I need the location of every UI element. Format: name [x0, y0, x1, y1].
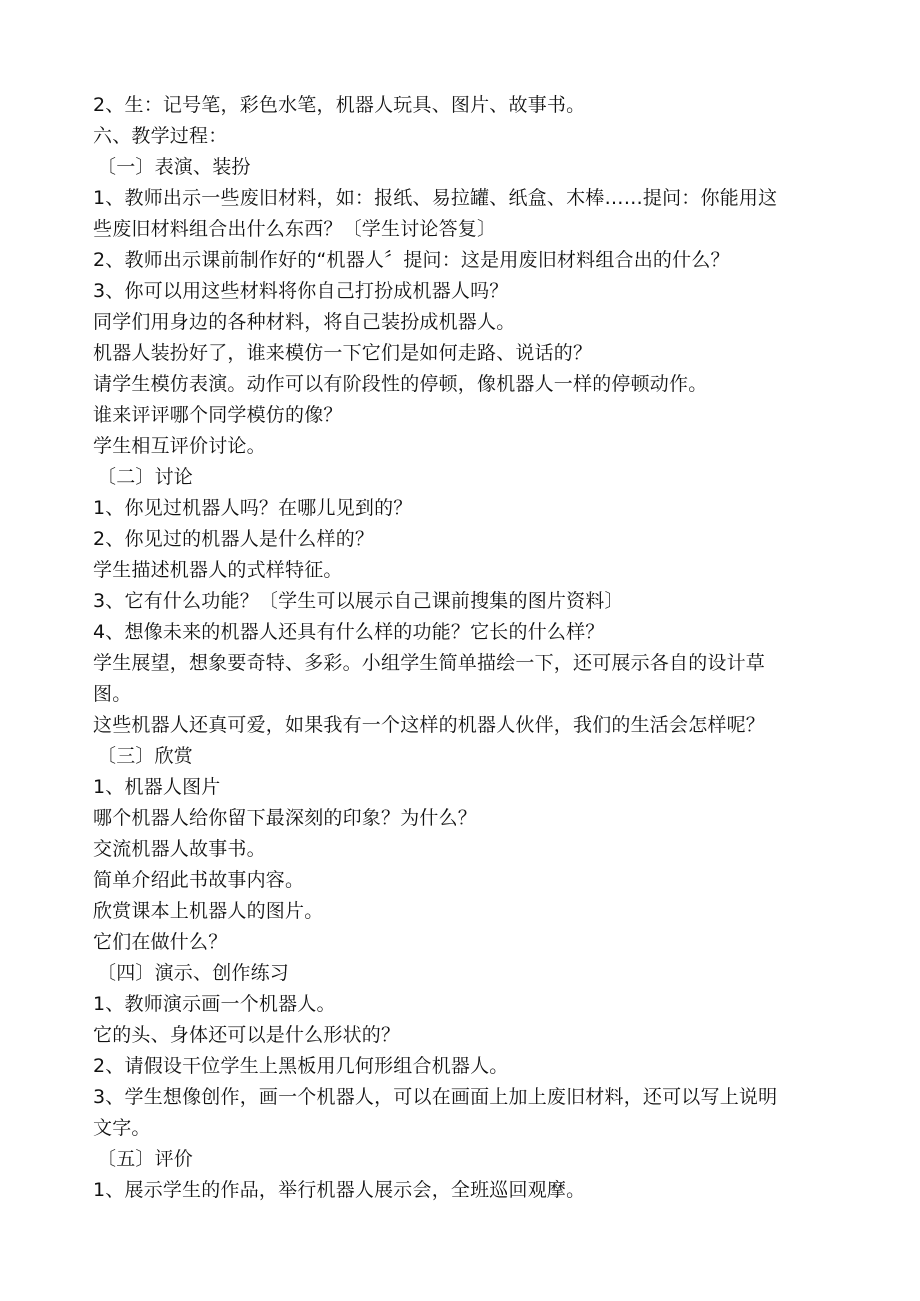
- text-line: 1、你见过机器人吗？在哪儿见到的？: [93, 497, 413, 519]
- text-line: 请学生模仿表演。动作可以有阶段性的停顿，像机器人一样的停顿动作。: [93, 373, 708, 395]
- text-line: 它的头、身体还可以是什么形状的？: [93, 1024, 401, 1046]
- text-line: 3、学生想像创作，画一个机器人，可以在画面上加上废旧材料，还可以写上说明: [93, 1086, 778, 1108]
- text-line: 2、生：记号笔，彩色水笔，机器人玩具、图片、故事书。: [93, 94, 586, 116]
- text-line: 文字。: [93, 1117, 151, 1139]
- text-line: 同学们用身边的各种材料，将自己装扮成机器人。: [93, 311, 516, 333]
- text-line: 哪个机器人给你留下最深刻的印象？为什么？: [93, 807, 478, 829]
- section-heading: 〔四〕演示、创作练习: [97, 962, 290, 984]
- text-line: 3、你可以用这些材料将你自己打扮成机器人吗？: [93, 280, 509, 302]
- text-line: 3、它有什么功能？〔学生可以展示自己课前搜集的图片资料〕: [93, 590, 624, 612]
- document-body: [93, 90, 823, 1206]
- section-heading: 〔三〕欣赏: [97, 745, 194, 767]
- section-heading: 〔一〕表演、装扮: [97, 156, 251, 178]
- text-line: 学生展望，想象要奇特、多彩。小组学生简单描绘一下，还可展示各自的设计草: [93, 652, 766, 674]
- text-line: 机器人装扮好了，谁来模仿一下它们是如何走路、说话的？: [93, 342, 593, 364]
- text-line: 交流机器人故事书。: [93, 838, 266, 860]
- text-line: 谁来评评哪个同学模仿的像？: [93, 404, 343, 426]
- text-line: 1、展示学生的作品，举行机器人展示会，全班巡回观摩。: [93, 1179, 586, 1201]
- text-line: 1、教师出示一些废旧材料，如：报纸、易拉罐、纸盒、木棒……提问：你能用这: [93, 187, 778, 209]
- section-heading: 〔二〕讨论: [97, 466, 194, 488]
- text-line: 它们在做什么？: [93, 931, 228, 953]
- text-line: 图。: [93, 683, 132, 705]
- text-line: 欣赏课本上机器人的图片。: [93, 900, 324, 922]
- section-heading: 〔五〕评价: [97, 1148, 194, 1170]
- text-line: 1、教师演示画一个机器人。: [93, 993, 336, 1015]
- text-line: 学生相互评价讨论。: [93, 435, 266, 457]
- text-line: 2、你见过的机器人是什么样的？: [93, 528, 375, 550]
- text-line: 2、请假设干位学生上黑板用几何形组合机器人。: [93, 1055, 509, 1077]
- text-line: 六、教学过程：: [93, 125, 228, 147]
- text-line: 4、想像未来的机器人还具有什么样的功能？它长的什么样？: [93, 621, 605, 643]
- text-line: 这些机器人还真可爱，如果我有一个这样的机器人伙伴，我们的生活会怎样呢？: [93, 714, 766, 736]
- text-line: 学生描述机器人的式样特征。: [93, 559, 343, 581]
- text-line: 些废旧材料组合出什么东西？〔学生讨论答复〕: [93, 218, 497, 240]
- text-line: 2、教师出示课前制作好的“机器人〞提问：这是用废旧材料组合出的什么？: [93, 249, 730, 271]
- text-line: 1、机器人图片: [93, 776, 221, 798]
- text-line: 简单介绍此书故事内容。: [93, 869, 305, 891]
